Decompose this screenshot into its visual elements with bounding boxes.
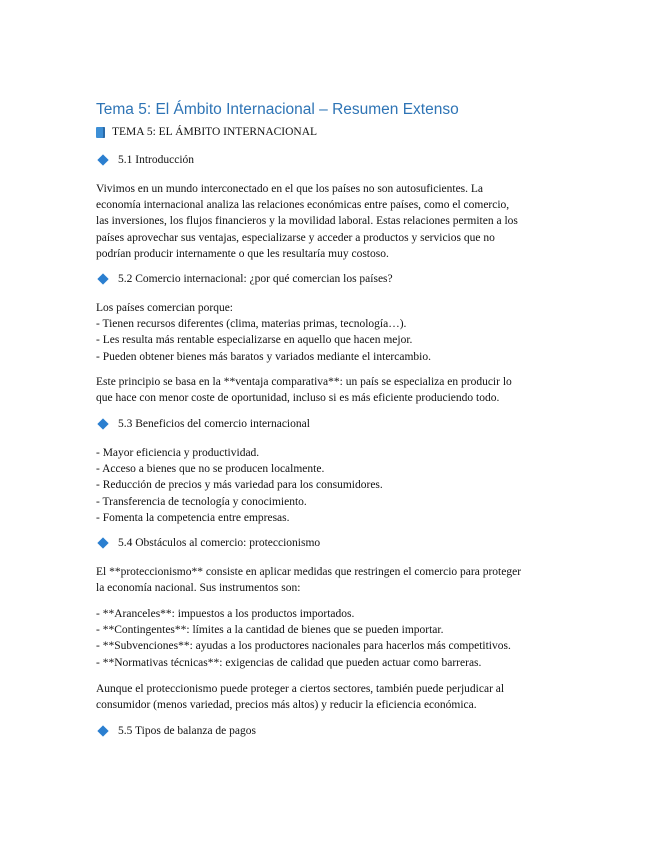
- paragraph-line: que hace con menor coste de oportunidad, incluso si es más eficiente produciendo todo.: [96, 392, 500, 405]
- list-item: - **Subvenciones**: ayudas a los productores nacionales para hacerlos más competitivos.: [96, 640, 511, 653]
- list-item: - Pueden obtener bienes más baratos y variados mediante el intercambio.: [96, 350, 431, 363]
- book-icon: [96, 127, 105, 138]
- paragraph-line: consumidor (menos variedad, precios más altos) y reducir la eficiencia económica.: [96, 699, 477, 712]
- section-heading-text: 5.1 Introducción: [118, 154, 195, 166]
- section-heading-5-2: [96, 273, 393, 285]
- paragraph-line: economía internacional analiza las relaciones económicas entre países, como el comercio,: [96, 199, 510, 212]
- list-item: - Tienen recursos diferentes (clima, materias primas, tecnología…).: [96, 318, 407, 331]
- section-heading-5-4: [96, 537, 320, 549]
- list-item: - **Contingentes**: límites a la cantidad de bienes que se pueden importar.: [96, 624, 444, 637]
- paragraph-proteccionismo: [96, 564, 566, 596]
- diamond-icon: [97, 154, 108, 165]
- paragraph-line: Este principio se basa en la **ventaja comparativa**: un país se especializa en producir lo: [96, 376, 512, 388]
- section-heading-text: 5.3 Beneficios del comercio internacional: [118, 418, 310, 430]
- paragraph-line: países aprovechar sus ventajas, especializarse y acceder a productos y servicios que no: [96, 231, 495, 244]
- list-item: - Transferencia de tecnología y conocimiento.: [96, 495, 307, 508]
- section-heading-5-5: [96, 725, 256, 737]
- list-item: - **Aranceles**: impuestos a los productos importados.: [96, 608, 355, 620]
- paragraph-efectos-proteccionismo: [96, 681, 566, 713]
- document-subtitle: [96, 126, 317, 138]
- list-item: - Fomenta la competencia entre empresas.: [96, 511, 290, 524]
- paragraph-line: El **proteccionismo** consiste en aplicar medidas que restringen el comercio para proteger: [96, 566, 522, 578]
- list-item: - Acceso a bienes que no se producen localmente.: [96, 463, 325, 476]
- paragraph-line: las inversiones, los flujos financieros y la movilidad laboral. Estas relaciones permiten a los: [96, 215, 518, 228]
- paragraph-ventaja-comparativa: [96, 374, 566, 406]
- page-title: Tema 5: El Ámbito Internacional – Resumen Extenso: [96, 101, 459, 118]
- section-heading-text: 5.5 Tipos de balanza de pagos: [118, 725, 256, 737]
- section-heading-text: 5.2 Comercio internacional: ¿por qué comercian los países?: [118, 273, 393, 285]
- list-beneficios: [96, 445, 566, 526]
- section-heading-5-1: [96, 154, 194, 166]
- paragraph-line: Los países comercian porque:: [96, 302, 233, 314]
- paragraph-line: Aunque el proteccionismo puede proteger a ciertos sectores, también puede perjudicar al: [96, 683, 505, 695]
- list-item: - Reducción de precios y más variedad para los consumidores.: [96, 479, 383, 492]
- list-instrumentos: [96, 606, 566, 671]
- section-heading-text: 5.4 Obstáculos al comercio: proteccionismo: [118, 537, 321, 549]
- diamond-icon: [97, 273, 108, 284]
- diamond-icon: [97, 537, 108, 548]
- list-item: - **Normativas técnicas**: exigencias de calidad que pueden actuar como barreras.: [96, 656, 482, 669]
- paragraph-razones-comercio: [96, 300, 566, 365]
- paragraph-introduccion: [96, 181, 566, 262]
- paragraph-line: Vivimos en un mundo interconectado en el que los países no son autosuficientes. La: [96, 183, 484, 195]
- list-item: - Mayor eficiencia y productividad.: [96, 447, 260, 459]
- section-heading-5-3: [96, 418, 310, 430]
- paragraph-line: la economía nacional. Sus instrumentos son:: [96, 582, 301, 595]
- paragraph-line: podrían producir internamente o que les resultaría muy costoso.: [96, 247, 389, 260]
- subtitle-text: TEMA 5: EL ÁMBITO INTERNACIONAL: [112, 126, 318, 138]
- diamond-icon: [97, 725, 108, 736]
- diamond-icon: [97, 418, 108, 429]
- list-item: - Les resulta más rentable especializarse en aquello que hacen mejor.: [96, 334, 413, 347]
